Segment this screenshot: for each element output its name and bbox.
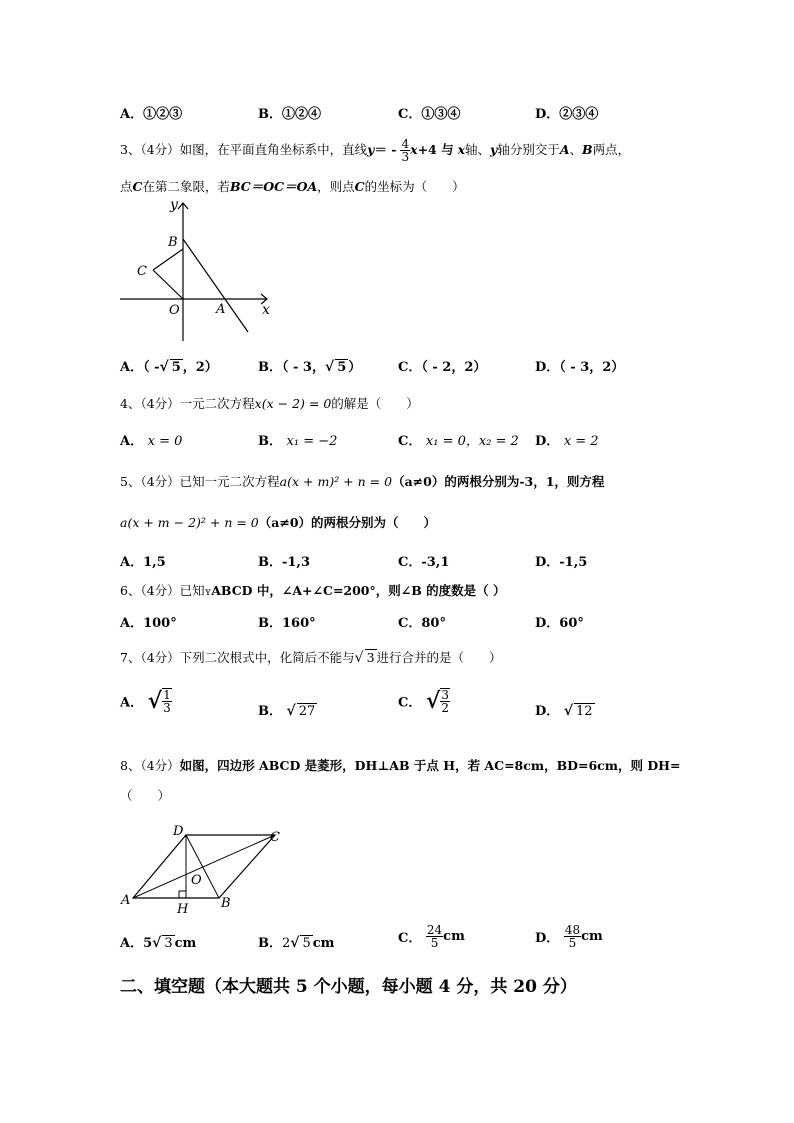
q8-label-a: A (121, 893, 131, 908)
q3-point-a: A (559, 142, 570, 157)
q4-number: 4、（4分） (120, 396, 180, 411)
q5-text-2: 的两根分别为-3，1，则方程 (444, 474, 605, 489)
q5-option-c: C．-3,1 (398, 555, 450, 570)
q2-option-a: A．①②③ (120, 107, 183, 122)
q7-option-c: C． √ $\frac{3}{2}$ (398, 688, 449, 715)
q3-var-y: y (367, 142, 375, 157)
q6-text: 已知 (179, 583, 205, 598)
q5-option-b: B．-1,3 (258, 555, 311, 570)
q3-var-x: x (410, 142, 418, 157)
q3-label-x: x (262, 302, 270, 318)
q2-option-d: D．②③④ (535, 107, 599, 122)
q8-diagonal-ac (133, 835, 275, 898)
q3-eq-sign: ＝ - (374, 142, 397, 157)
q3-number: 3、（4分） (120, 142, 180, 157)
q3-label-b: B (168, 235, 178, 250)
q5-stem-line1 (120, 472, 604, 490)
q8-stem-line1 (120, 756, 680, 774)
q3-option-b: B．（ - 3，√ 5 ） (258, 359, 362, 375)
q3-point-c2: C (354, 179, 365, 194)
q4-option-d: D． x = 2 (535, 434, 599, 449)
q5-stem-line2 (120, 513, 436, 531)
q3-label-y: y (170, 197, 178, 213)
q6-option-b: B．160° (258, 616, 316, 631)
q3-comma: 、 (569, 142, 583, 157)
q8-number: 8、（4分） (120, 758, 180, 773)
q4-equation: x(x − 2) = 0 (254, 396, 332, 411)
q6-parallelogram-symbol: ʏ (204, 587, 212, 598)
q4-option-a: A． x = 0 (120, 434, 183, 449)
q7-option-b: B． √ 27 (258, 703, 316, 719)
q7-text-2: 进行合并的是（ ） (376, 650, 502, 665)
q5-text-3: 的两根分别为（ ） (311, 515, 437, 530)
q8-diagonal-bd (186, 835, 219, 898)
q5-equation-1: a(x + m)² + n = 0 (279, 474, 393, 489)
q4-text-2: 的解是（ ） (331, 396, 419, 411)
section-2-heading: 二、填空题（本大题共 5 个小题，每小题 4 分，共 20 分） (120, 977, 577, 997)
q2-option-c: C．①③④ (398, 107, 461, 122)
q3-condition: BC＝OC＝OA (229, 179, 318, 194)
q3-option-d: D．（ - 3，2） (535, 360, 625, 375)
q5-number: 5、（4分） (120, 474, 180, 489)
q8-label-c: C (270, 830, 280, 845)
q6-option-a: A．100° (120, 616, 177, 631)
q3-option-c: C．（ - 2，2） (398, 360, 487, 375)
q6-text-2: ABCD 中，∠A+∠C=200°，则∠B 的度数是（ ） (211, 583, 506, 598)
q6-option-c: C．80° (398, 616, 446, 631)
q3-line2-c: ，则点 (317, 179, 355, 194)
q3-label-c: C (137, 264, 147, 279)
q8-option-a: A．5√ 3 cm (120, 935, 197, 951)
q3-label-a: A (216, 302, 226, 317)
q3-text-4: 轴分别交于 (497, 142, 560, 157)
q3-text-5: 两点， (592, 142, 631, 157)
q8-option-c: C． $\frac{24}{5}$ cm (398, 923, 465, 950)
q3-slope-fraction (400, 138, 410, 163)
q8-stem-line2: （ ） (120, 788, 171, 803)
q8-option-d: D． $\frac{48}{5}$ cm (535, 923, 603, 950)
q6-stem (120, 581, 506, 599)
q3-text-1: 如图，在平面直角坐标系中，直线 (179, 142, 368, 157)
q8-label-h: H (177, 902, 189, 917)
q4-text: 一元二次方程 (179, 396, 255, 411)
q5-condition-1: （a≠0） (392, 474, 445, 489)
q5-option-d: D．-1,5 (535, 555, 588, 570)
q3-x-axis: x (457, 142, 466, 157)
q3-option-a: A．（ -√ 5 ，2） (120, 359, 218, 375)
q4-option-c: C． x₁ = 0，x₂ = 2 (398, 434, 519, 449)
q7-stem: 7、（4分）下列二次根式中，化简后不能与√ 3 进行合并的是（ ） (120, 650, 502, 666)
q3-text-3: 轴、 (465, 142, 491, 157)
q3-frac-num: 4 (401, 137, 410, 151)
q8-option-b: B．2√ 5 cm (258, 935, 335, 951)
q7-option-d: D． √ 12 (535, 703, 593, 719)
q6-option-d: D．60° (535, 616, 584, 631)
q3-point-c: C (132, 179, 143, 194)
q3-segment-co (153, 270, 183, 299)
q3-label-o: O (169, 303, 180, 318)
q3-line2-d: 的坐标为（ ） (364, 179, 465, 194)
q8-figure (115, 820, 295, 920)
q7-text: 下列二次根式中，化简后不能与 (179, 650, 355, 665)
q3-line-ab (183, 239, 248, 332)
q3-y-axis: y (490, 142, 498, 157)
q7-number: 7、（4分） (120, 650, 180, 665)
q3-stem-line1 (120, 138, 630, 163)
q8-label-b: B (221, 896, 231, 911)
q7-radicand: 3 (366, 650, 375, 665)
q7-option-a: A． √ $\frac{1}{3}$ (120, 688, 171, 715)
q5-text: 已知一元二次方程 (179, 474, 280, 489)
q8-label-d: D (173, 824, 184, 839)
q3-figure (115, 193, 285, 345)
q8-right-angle-icon (179, 891, 186, 898)
q6-number: 6、（4分） (120, 583, 180, 598)
q3-frac-den: 3 (401, 150, 410, 164)
q2-option-b: B．①②④ (258, 107, 321, 122)
q3-line2-a: 点 (120, 179, 133, 194)
q4-option-b: B． x₁ = −2 (258, 434, 338, 449)
q3-segment-bc (153, 249, 183, 270)
q3-text-2: +4 与 (417, 142, 454, 157)
q4-stem (120, 394, 419, 412)
q3-point-b: B (582, 142, 593, 157)
q5-condition-2: （a≠0） (258, 515, 312, 530)
q5-equation-2: a(x + m − 2)² + n = 0 (120, 515, 259, 530)
q3-line2-b: 在第二象限，若 (142, 179, 230, 194)
q8-text: 如图，四边形 ABCD 是菱形，DH⊥AB 于点 H，若 AC=8cm，BD=6cm，则 DH= (179, 758, 681, 773)
q5-option-a: A．1,5 (120, 555, 166, 570)
q8-label-o: O (191, 873, 202, 888)
